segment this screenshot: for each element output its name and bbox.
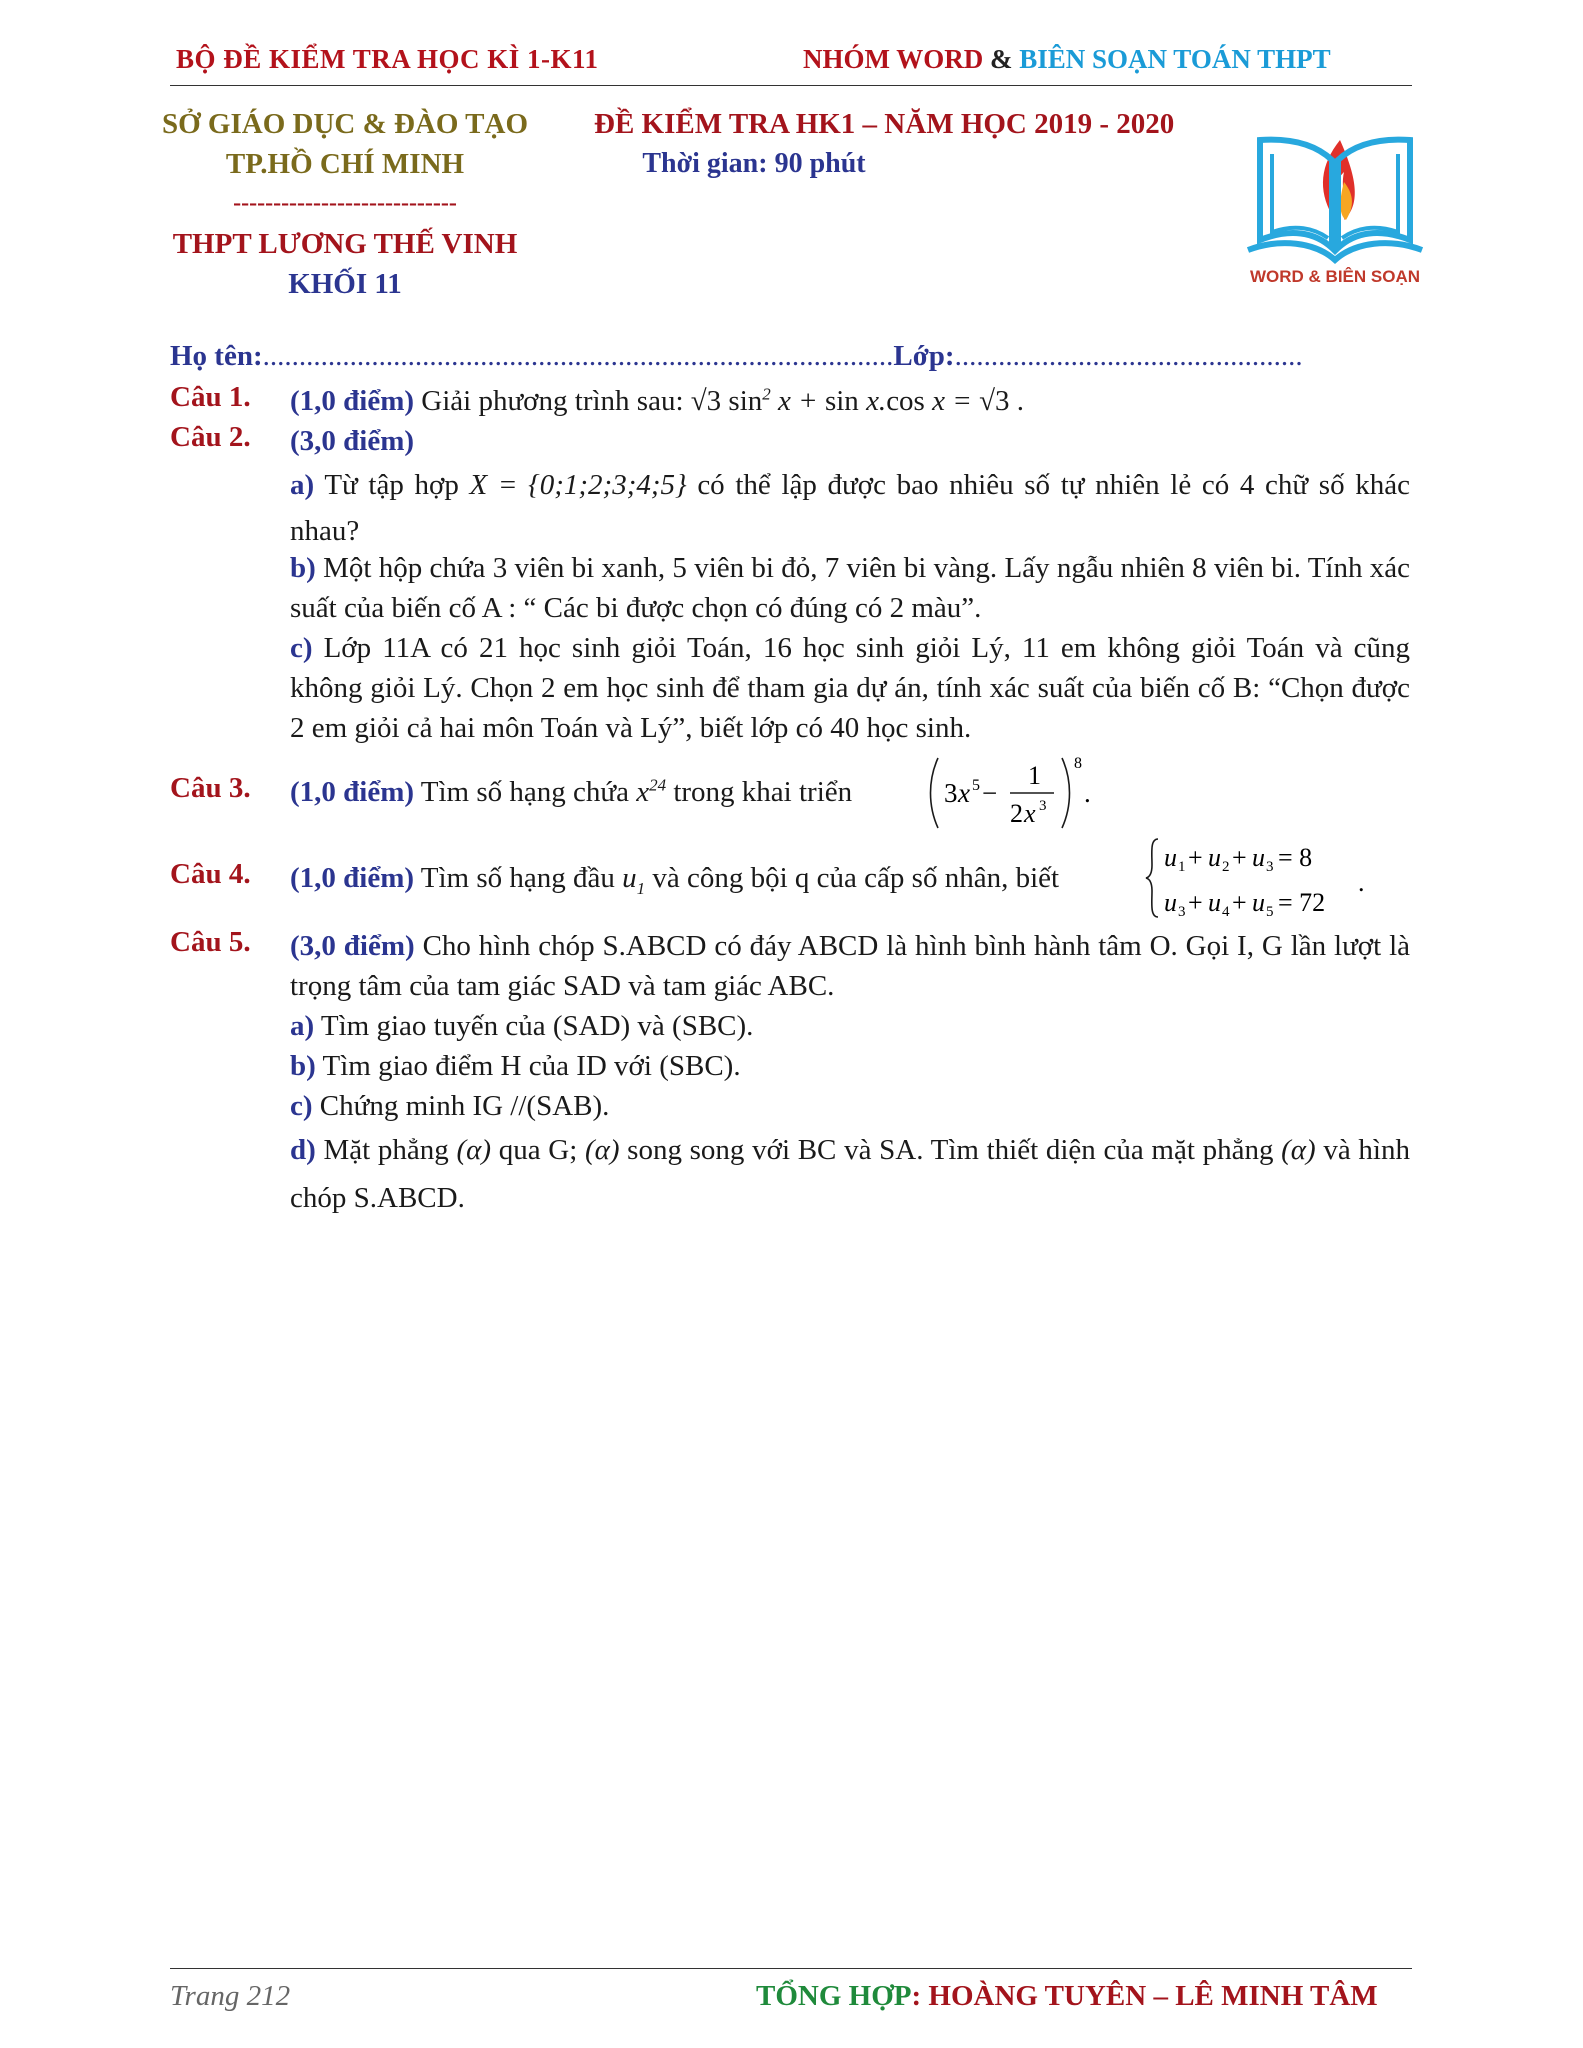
q1-points: (1,0 điểm)	[290, 385, 415, 417]
exam-title: ĐỀ KIỂM TRA HK1 – NĂM HỌC 2019 - 2020	[594, 108, 1175, 140]
q5a-text: Tìm giao tuyến của (SAD) và (SBC).	[320, 1010, 754, 1042]
svg-text:x: x	[958, 778, 970, 808]
svg-text:2: 2	[1222, 859, 1230, 875]
svg-text:2: 2	[1010, 799, 1023, 828]
class-label: Lớp:	[893, 340, 955, 372]
q5b-label: b)	[290, 1050, 316, 1082]
svg-text:u: u	[1164, 888, 1177, 917]
q5-body	[290, 926, 1410, 1006]
svg-text:.: .	[1358, 868, 1365, 897]
svg-text:4: 4	[1222, 904, 1230, 920]
svg-text:3: 3	[1178, 904, 1186, 920]
q3-expansion	[926, 752, 1096, 839]
q5a-label: a)	[290, 1010, 315, 1042]
svg-text:8: 8	[1074, 755, 1082, 772]
class-dots: ................................................	[954, 340, 1303, 372]
q2a-text1: Từ tập hợp	[324, 469, 459, 501]
q2c-text: Lớp 11A có 21 học sinh giỏi Toán, 16 học sinh giỏi Lý, 11 em không giỏi Toán và cũng không giỏi Lý. Chọn 2 em học sinh để tham gia dự án, tính xác suất của biến cố B: “Chọn được 2 em giỏi cả hai môn Toán và Lý”, biết lớp có 40 học sinh.	[290, 632, 1411, 744]
q2b	[290, 548, 1410, 628]
header-amp: &	[983, 44, 1020, 74]
running-header-left: BỘ ĐỀ KIỂM TRA HỌC KÌ 1-K11	[176, 44, 599, 74]
svg-text:+: +	[1188, 888, 1203, 917]
q2a-set: X = {0;1;2;3;4;5}	[469, 469, 687, 501]
school-divider: ----------------------------	[233, 190, 457, 216]
q5b-text: Tìm giao điểm H của ID với (SBC).	[322, 1050, 741, 1082]
svg-text:u: u	[1164, 843, 1177, 872]
svg-text:u: u	[1252, 888, 1265, 917]
svg-text:= 72: = 72	[1278, 888, 1326, 917]
svg-text:= 8: = 8	[1278, 843, 1313, 872]
q4-u1: $u_1$	[622, 862, 646, 898]
svg-text:−: −	[982, 778, 998, 808]
q5-label: Câu 5.	[170, 926, 251, 958]
q5c	[290, 1086, 1410, 1126]
q5d-text4: và hình chóp S.ABCD.	[290, 1134, 1410, 1214]
q5-text: Cho hình chóp S.ABCD có đáy ABCD là hình bình hành tâm O. Gọi I, G lần lượt là trọng tâm của tam giác SAD và tam giác ABC.	[290, 930, 1410, 1002]
exam-time: Thời gian: 90 phút	[642, 148, 866, 179]
svg-text:5: 5	[972, 777, 980, 794]
q5c-label: c)	[290, 1090, 313, 1122]
q5d-alpha-2: (α)	[584, 1134, 620, 1166]
q1-body: (1,0 điểm) Giải phương trình sau: √3 $\sin^2 x + \sin x.\cos$ x = √3 .	[290, 384, 1024, 417]
q2b-text: Một hộp chứa 3 viên bi xanh, 5 viên bi đỏ, 7 viên bi vàng. Lấy ngẫu nhiên 8 viên bi. Tính xác suất của biến cố A : “ Các bi được chọn có đúng có 2 màu”.	[290, 552, 1410, 624]
svg-text:3: 3	[944, 778, 958, 808]
q3-text1: Tìm số hạng chứa	[420, 776, 629, 808]
q4-points: (1,0 điểm)	[290, 862, 415, 894]
svg-text:u: u	[1208, 888, 1221, 917]
q2-points-line	[290, 421, 1410, 461]
header-group-sub: BIÊN SOẠN TOÁN THPT	[1019, 44, 1331, 74]
q3-points: (1,0 điểm)	[290, 776, 415, 808]
school-name: THPT LƯƠNG THẾ VINH	[172, 228, 518, 260]
svg-text:+: +	[1232, 843, 1247, 872]
q5d-text1: Mặt phẳng	[323, 1134, 449, 1166]
svg-text:u: u	[1252, 843, 1265, 872]
svg-text:3: 3	[1266, 859, 1274, 875]
dept-line2: TP.HỒ CHÍ MINH	[225, 148, 465, 180]
svg-text:1: 1	[1178, 859, 1186, 875]
svg-text:x: x	[1024, 799, 1036, 828]
q2b-label: b)	[290, 552, 316, 584]
footer-names: : HOÀNG TUYÊN – LÊ MINH TÂM	[911, 1980, 1378, 2012]
svg-text:.: .	[1084, 778, 1091, 808]
name-dots: .......................................................................................	[262, 340, 894, 372]
q2a-label: a)	[290, 469, 315, 501]
header-rule	[170, 85, 1412, 86]
q2-label: Câu 2.	[170, 421, 251, 453]
q5d-text2: qua G;	[498, 1134, 578, 1166]
page-number: Trang 212	[170, 1980, 291, 2012]
footer-rule	[170, 1968, 1412, 1969]
q2c-label: c)	[290, 632, 313, 664]
book-flame-logo	[1240, 120, 1430, 290]
q5d	[290, 1126, 1410, 1222]
q4-text1: Tìm số hạng đầu	[420, 862, 615, 894]
q5d-alpha-1: (α)	[456, 1134, 491, 1166]
q5-points: (3,0 điểm)	[290, 930, 415, 962]
q5d-text3: song song với BC và SA. Tìm thiết diện của mặt phẳng	[627, 1134, 1274, 1166]
running-header-right	[803, 44, 1331, 75]
svg-text:+: +	[1188, 843, 1203, 872]
svg-text:+: +	[1232, 888, 1247, 917]
student-info-line	[170, 337, 1303, 375]
q4-system	[1144, 833, 1374, 928]
q2-points: (3,0 điểm)	[290, 425, 415, 457]
q5d-label: d)	[290, 1134, 316, 1166]
q3-text2: trong khai triển	[673, 776, 853, 808]
q3-label: Câu 3.	[170, 772, 251, 804]
q1-label: Câu 1.	[170, 381, 251, 413]
q5b	[290, 1046, 1410, 1086]
q3-term: $x^{24}$	[636, 775, 667, 808]
header-group-name: NHÓM WORD	[803, 44, 984, 74]
q4-text2: và công bội q của cấp số nhân, biết	[652, 862, 1060, 894]
q5a	[290, 1006, 1410, 1046]
q1-equation: √3 $\sin^2 x + \sin x.\cos$ x = √3	[690, 384, 1010, 417]
q2a	[290, 462, 1410, 554]
dept-line1: SỞ GIÁO DỤC & ĐÀO TẠO	[161, 108, 529, 140]
q3-body	[290, 772, 1410, 812]
q5c-text: Chứng minh IG //(SAB).	[319, 1090, 610, 1122]
svg-text:1: 1	[1028, 761, 1041, 790]
q2a-text2: có thể lập được bao nhiêu số tự nhiên lẻ có 4 chữ số khác nhau?	[290, 469, 1411, 547]
q2c	[290, 628, 1410, 748]
svg-text:5: 5	[1266, 904, 1274, 920]
q5d-alpha-3: (α)	[1281, 1134, 1316, 1166]
grade-label: KHỐI 11	[288, 268, 402, 300]
logo-text: WORD & BIÊN SOẠN	[1250, 267, 1420, 286]
footer-compiled-label: TỔNG HỢP	[756, 1980, 912, 2012]
q1-text: Giải phương trình sau:	[421, 385, 684, 417]
svg-text:u: u	[1208, 843, 1221, 872]
name-label: Họ tên:	[170, 340, 263, 372]
footer-credits	[756, 1980, 1378, 2013]
svg-text:3: 3	[1039, 798, 1047, 814]
q4-label: Câu 4.	[170, 858, 251, 890]
